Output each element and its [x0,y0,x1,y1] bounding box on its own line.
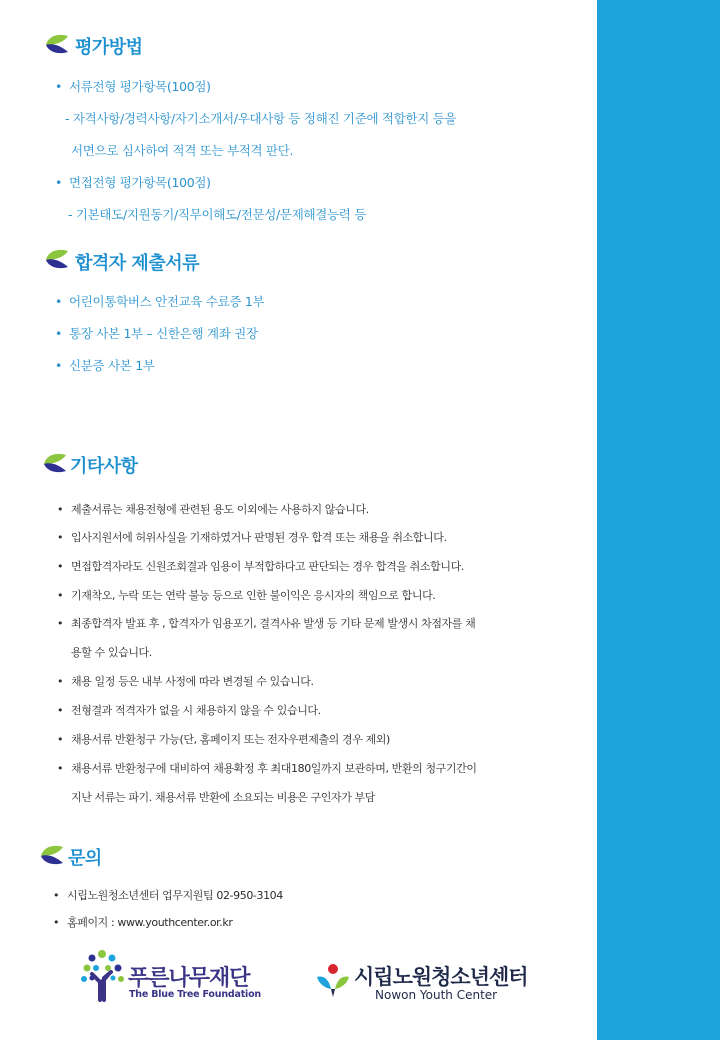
list-item: • 입사지원서에 허위사실을 기재하였거나 판명된 경우 합격 또는 채용을 취소합니다. [57,531,447,544]
list-item: • 통장 사본 1부 – 신한은행 계좌 권장 [55,326,258,341]
list-item: • 채용서류 반환청구 가능(단, 홈페이지 또는 전자우편제출의 경우 제외) [57,733,390,746]
blue-tree-logo-name: 푸른나무재단 [128,966,250,991]
leaf-icon [42,452,68,474]
list-item: • 시립노원청소년센터 업무지원팀 02-950-3104 [53,889,283,902]
list-item: • 어린이통학버스 안전교육 수료증 1부 [55,294,265,309]
leaf-icon [39,844,65,866]
list-item: • 홈페이지 : www.youthcenter.or.kr [53,916,233,929]
section-title-etc: 기타사항 [70,456,138,477]
list-item: • 최종합격자 발표 후 , 합격자가 임용포기, 결격사유 발생 등 기타 문제 발생시 차점자를 채 [57,617,476,630]
list-item: - 기본태도/지원동기/직무이해도/전문성/문제해결능력 등 [68,207,367,222]
blue-tree-logo-sub: The Blue Tree Foundation [129,989,261,1000]
list-item: - 자격사항/경력사항/자기소개서/우대사항 등 정해진 기준에 적합한지 등을 [65,111,457,126]
right-side-bar [597,0,720,1040]
list-item: • 전형결과 적격자가 없을 시 채용하지 않을 수 있습니다. [57,704,321,717]
section-title-evaluation: 평가방법 [75,37,143,58]
nowon-logo-name: 시립노원청소년센터 [354,965,528,989]
list-item: • 서류전형 평가항목(100점) [55,79,211,94]
list-item: • 제출서류는 채용전형에 관련된 용도 이외에는 사용하지 않습니다. [57,503,369,516]
section-title-contact: 문의 [68,848,102,869]
list-item: 서면으로 심사하여 적격 또는 부적격 판단. [71,143,294,158]
list-item: • 기재착오, 누락 또는 연락 불능 등으로 인한 불이익은 응시자의 책임으로 합니다. [57,589,436,602]
leaf-icon [44,248,70,270]
list-item: • 신분증 사본 1부 [55,358,155,373]
list-item: • 채용서류 반환청구에 대비하여 채용확정 후 최대180일까지 보관하며, 반환의 청구기간이 [57,762,477,775]
nowon-logo-sub: Nowon Youth Center [375,988,498,1002]
list-item: 지난 서류는 파기. 채용서류 반환에 소요되는 비용은 구인자가 부담 [71,791,375,804]
leaf-icon [44,33,70,55]
nowon-youth-center-logo-icon [314,963,352,997]
list-item: 용할 수 있습니다. [71,646,152,659]
list-item: • 면접합격자라도 신원조회결과 임용이 부적합하다고 판단되는 경우 합격을 취소합니다. [57,560,464,573]
blue-tree-logo-icon [78,948,128,1003]
section-title-documents: 합격자 제출서류 [75,253,199,274]
list-item: • 채용 일정 등은 내부 사정에 따라 변경될 수 있습니다. [57,675,314,688]
list-item: • 면접전형 평가항목(100점) [55,175,211,190]
